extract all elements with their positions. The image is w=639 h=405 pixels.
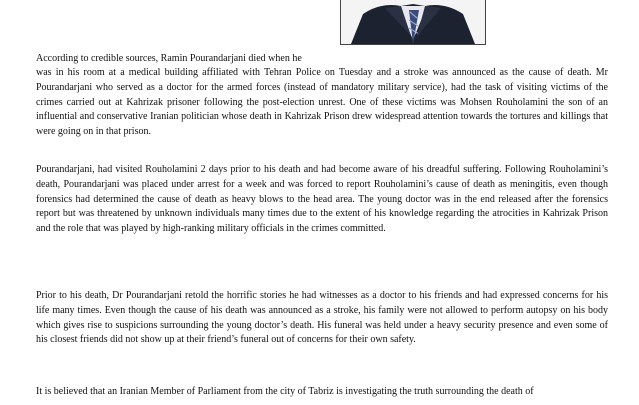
portrait-photo <box>340 0 486 45</box>
article-lead-line: According to credible sources, Ramin Pourandarjani died when he <box>36 53 302 64</box>
article-paragraph-4: It is believed that an Iranian Member of Parliament from the city of Tabriz is investigating the truth surrounding the death of <box>36 386 534 397</box>
article-paragraph-3: Prior to his death, Dr Pourandarjani retold the horrific stories he had witnesses as a doctor to his friends and had expressed concerns for his life many times. Even though the cause of his death was announced as a stroke, his family were not allowed to perform autopsy on his body which gives rise to suspicions surrounding the young doctor’s death. His funeral was held under a heavy security presence and even some of his closest friends did not show up at their friend’s funeral out of concerns for their own safety. <box>36 290 608 346</box>
article-paragraph-1: was in his room at a medical building affiliated with Tehran Police on Tuesday and a stroke was announced as the cause of death. Mr Pourandarjani who served as a doctor for the armed forces (instead of mandatory military service), had the task of visiting victims of the crimes carried out at Kahrizak prisoner following the post-election unrest. One of these victims was Mohsen Rouholamini the son of an influential and conservative Iranian politician whose death in Kahrizak Prison drew widespread attention towards the tortures and killings that were going on in that prison. <box>36 67 608 138</box>
portrait-photo-icon <box>341 0 485 44</box>
article-paragraph-2: Pourandarjani, had visited Rouholamini 2 days prior to his death and had become aware of his dreadful suffering. Following Rouholamini’s death, Pourandarjani was placed under arrest for a week and was forced to report Rouholamini’s cause of death as meningitis, even though forensics had determined the cause of death as heavy blows to the head area. The young doctor was in the end released after the forensics report but was threatened by unknown individuals many times due to the extent of his knowledge regarding the atrocities in Kahrizak Prison and the role that was played by high-ranking military officials in the crimes committed. <box>36 164 608 235</box>
